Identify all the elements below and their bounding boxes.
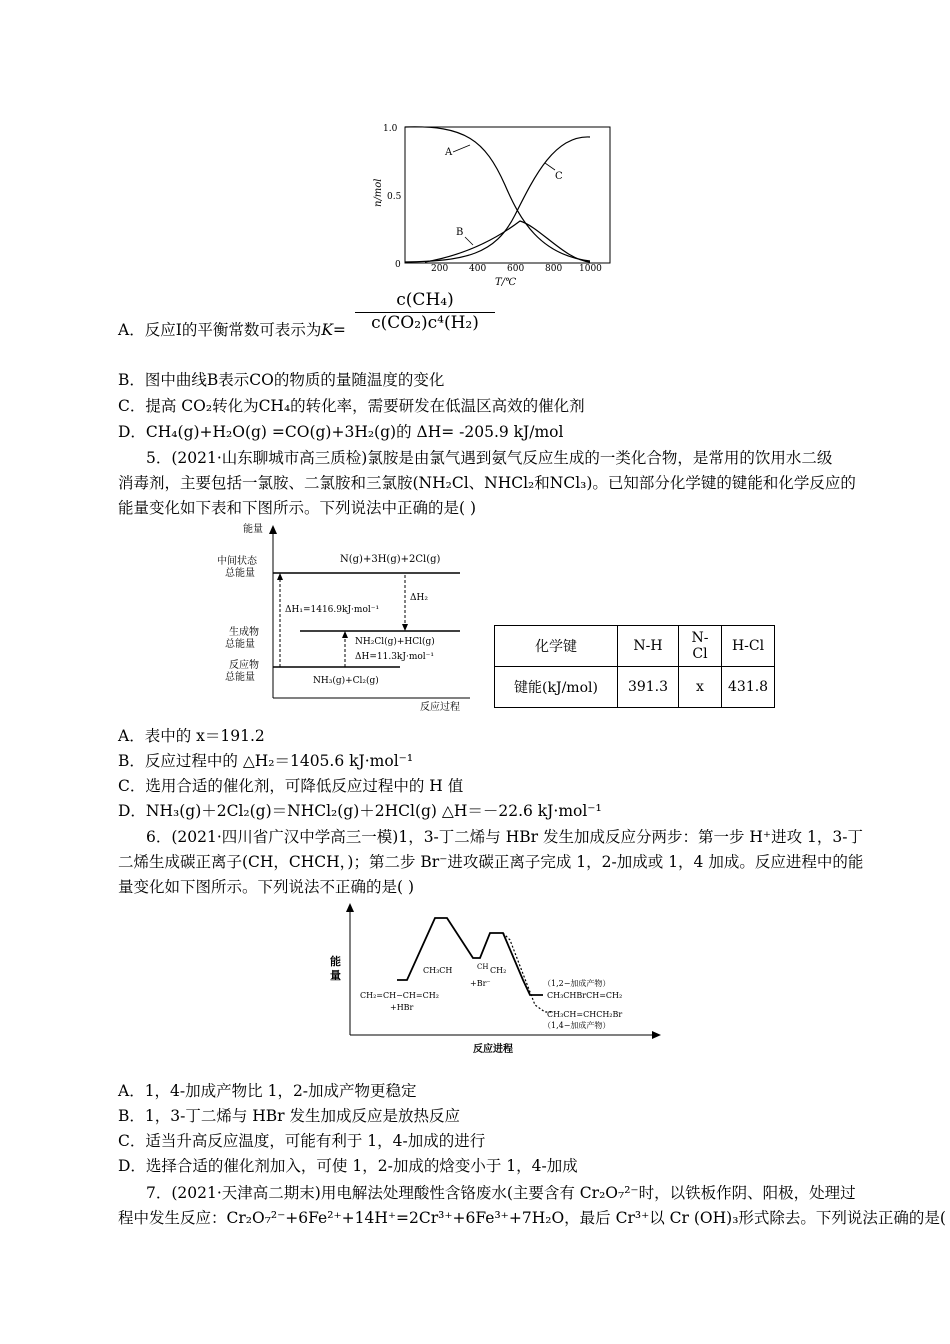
- fig1-y-tick-1: 1.0: [383, 124, 398, 134]
- table-header: H-Cl: [722, 626, 775, 667]
- q4-option-d: D．CH₄(g)+H₂O(g) =CO(g)+3H₂(g)的 ΔH= -205.9 kJ/mol: [118, 423, 564, 441]
- fig3-p12: CH₃CHBrCH=CH₂: [547, 991, 623, 1000]
- fig1-label-a: A: [445, 147, 453, 158]
- table-cell: x: [679, 667, 722, 708]
- fig1-x-tick-400: 400: [469, 264, 487, 274]
- fig3-p14: CH₃CH=CHCH₂Br: [547, 1010, 623, 1019]
- fig2-y-label: 能量: [243, 524, 263, 535]
- fig2-label-react1: 反应物: [229, 660, 259, 671]
- energy-path-14: [503, 933, 553, 1012]
- fig2-label-prod2: 总能量: [225, 639, 255, 650]
- fig1-x-tick-1000: 1000: [579, 264, 602, 274]
- fig1-y-label: n/mol: [373, 178, 384, 207]
- q4-option-a-k: K=: [321, 321, 346, 339]
- fig2-dh: ΔH=11.3kJ·mol⁻¹: [355, 652, 435, 662]
- q6-stem-line3: 量变化如下图所示。下列说法不正确的是( ): [118, 878, 415, 896]
- table-cell: 391.3: [618, 667, 679, 708]
- fig2-label-mid2: 总能量: [225, 568, 255, 579]
- fig3-intermediate: CH₃CH: [423, 966, 453, 975]
- fig2-dh2: ΔH₂: [410, 593, 428, 603]
- table-row: [495, 667, 775, 708]
- q6-option-b: B．1，3-丁二烯与 HBr 发生加成反应是放热反应: [118, 1107, 461, 1125]
- fig2-product-species: NH₂Cl(g)+HCl(g): [355, 637, 435, 647]
- figure-energy-diagram: [215, 520, 475, 715]
- bond-energy-table: [494, 625, 775, 708]
- fig1-x-tick-800: 800: [545, 264, 563, 274]
- fig3-reactant2: +HBr: [390, 1003, 414, 1012]
- fraction-denominator: c(CO₂)c⁴(H₂): [371, 313, 479, 333]
- figure-equilibrium-curves: [365, 115, 625, 290]
- table-row: [495, 626, 775, 667]
- curve-c: [405, 137, 590, 262]
- fig3-reactant: CH₂=CH−CH=CH₂: [360, 991, 439, 1000]
- fig1-y-tick-0: 0: [395, 260, 401, 270]
- fig1-y-tick-05: 0.5: [387, 192, 402, 202]
- q7-stem-line1: 7．(2021·天津高二期末)用电解法处理酸性含铬废水(主要含有 Cr₂O₇²⁻时，以铁板作阴、阳极，处理过: [146, 1184, 856, 1202]
- curve-a: [405, 127, 590, 261]
- fig1-x-tick-600: 600: [507, 264, 525, 274]
- q4-option-c: C．提高 CO₂转化为CH₄的转化率，需要研发在低温区高效的催化剂: [118, 397, 585, 415]
- q6-stem-line1: 6．(2021·四川省广汉中学高三一模)1，3-丁二烯与 HBr 发生加成反应分两步：第一步 H⁺进攻 1，3-丁: [146, 828, 863, 846]
- table-header: N-Cl: [679, 626, 722, 667]
- fig2-dh1: ΔH₁=1416.9kJ·mol⁻¹: [285, 605, 380, 615]
- fig3-p12-label: （1,2−加成产物）: [543, 979, 611, 988]
- fig3-y-label-1: 能: [330, 955, 341, 968]
- q5-option-d: D．NH₃(g)＋2Cl₂(g)＝NHCl₂(g)＋2HCl(g) △H＝－22.6 kJ·mol⁻¹: [118, 802, 602, 820]
- fig2-x-label: 反应过程: [420, 702, 460, 713]
- fig3-intermediate-c: CH: [477, 963, 489, 971]
- q5-stem-line2: 消毒剂，主要包括一氯胺、二氯胺和三氯胺(NH₂Cl、NHCl₂和NCl₃)。已知部分化学键的键能和化学反应的: [118, 474, 856, 492]
- fig3-y-label-2: 量: [330, 969, 341, 982]
- figure-reaction-progress: [325, 900, 665, 1060]
- table-header: N-H: [618, 626, 679, 667]
- fig3-intermediate2: +Br⁻: [470, 979, 491, 988]
- table-cell: 431.8: [722, 667, 775, 708]
- fig3-x-label: 反应进程: [473, 1044, 513, 1055]
- fig1-x-tick-200: 200: [431, 264, 449, 274]
- fig1-label-b: B: [456, 227, 464, 238]
- equilibrium-constant-fraction: [355, 290, 495, 333]
- q4-option-a-text: A．反应Ⅰ的平衡常数可表示为: [118, 321, 322, 339]
- fig1-label-c: C: [555, 171, 563, 182]
- q6-stem-line2: 二烯生成碳正离子(CH，CHCH，)；第二步 Br⁻进攻碳正离子完成 1，2-加成或 1，4 加成。反应进程中的能: [118, 853, 864, 871]
- q4-option-a: [118, 319, 346, 341]
- q4-option-b: B．图中曲线B表示CO的物质的量随温度的变化: [118, 371, 445, 389]
- fig2-label-react2: 总能量: [225, 672, 255, 683]
- q5-option-c: C．选用合适的催化剂，可降低反应过程中的 H 值: [118, 777, 464, 795]
- fig3-intermediate-b: CH₂: [490, 966, 507, 975]
- q6-option-d: D．选择合适的催化剂加入，可使 1，2-加成的焓变小于 1，4-加成: [118, 1157, 578, 1175]
- q6-option-a: A．1，4-加成产物比 1，2-加成产物更稳定: [118, 1082, 417, 1100]
- q6-option-c: C．适当升高反应温度，可能有利于 1，4-加成的进行: [118, 1132, 486, 1150]
- fraction-numerator: c(CH₄): [355, 290, 495, 313]
- table-header: 化学键: [495, 626, 618, 667]
- q7-stem-line2: 程中发生反应：Cr₂O₇²⁻+6Fe²⁺+14H⁺=2Cr³⁺+6Fe³⁺+7H₂O，最后 Cr³⁺以 Cr (OH)₃形式除去。下列说法正确的是(: [118, 1209, 946, 1227]
- q5-option-b: B．反应过程中的 △H₂＝1405.6 kJ·mol⁻¹: [118, 752, 414, 770]
- fig3-p14-label: （1,4−加成产物）: [543, 1021, 611, 1030]
- fig1-x-label: T/℃: [495, 277, 517, 288]
- q5-stem-line1: 5．(2021·山东聊城市高三质检)氯胺是由氯气遇到氨气反应生成的一类化合物，是常用的饮用水二级: [146, 449, 833, 467]
- q5-stem-line3: 能量变化如下表和下图所示。下列说法中正确的是( ): [118, 499, 477, 517]
- q5-option-a: A．表中的 x＝191.2: [118, 727, 265, 745]
- fig2-top-species: N(g)+3H(g)+2Cl(g): [340, 554, 441, 565]
- fig2-reactant-species: NH₃(g)+Cl₂(g): [313, 676, 379, 686]
- fig2-label-mid1: 中间状态: [217, 556, 257, 567]
- fig2-label-prod1: 生成物: [229, 627, 259, 638]
- table-cell: 键能(kJ/mol): [495, 667, 618, 708]
